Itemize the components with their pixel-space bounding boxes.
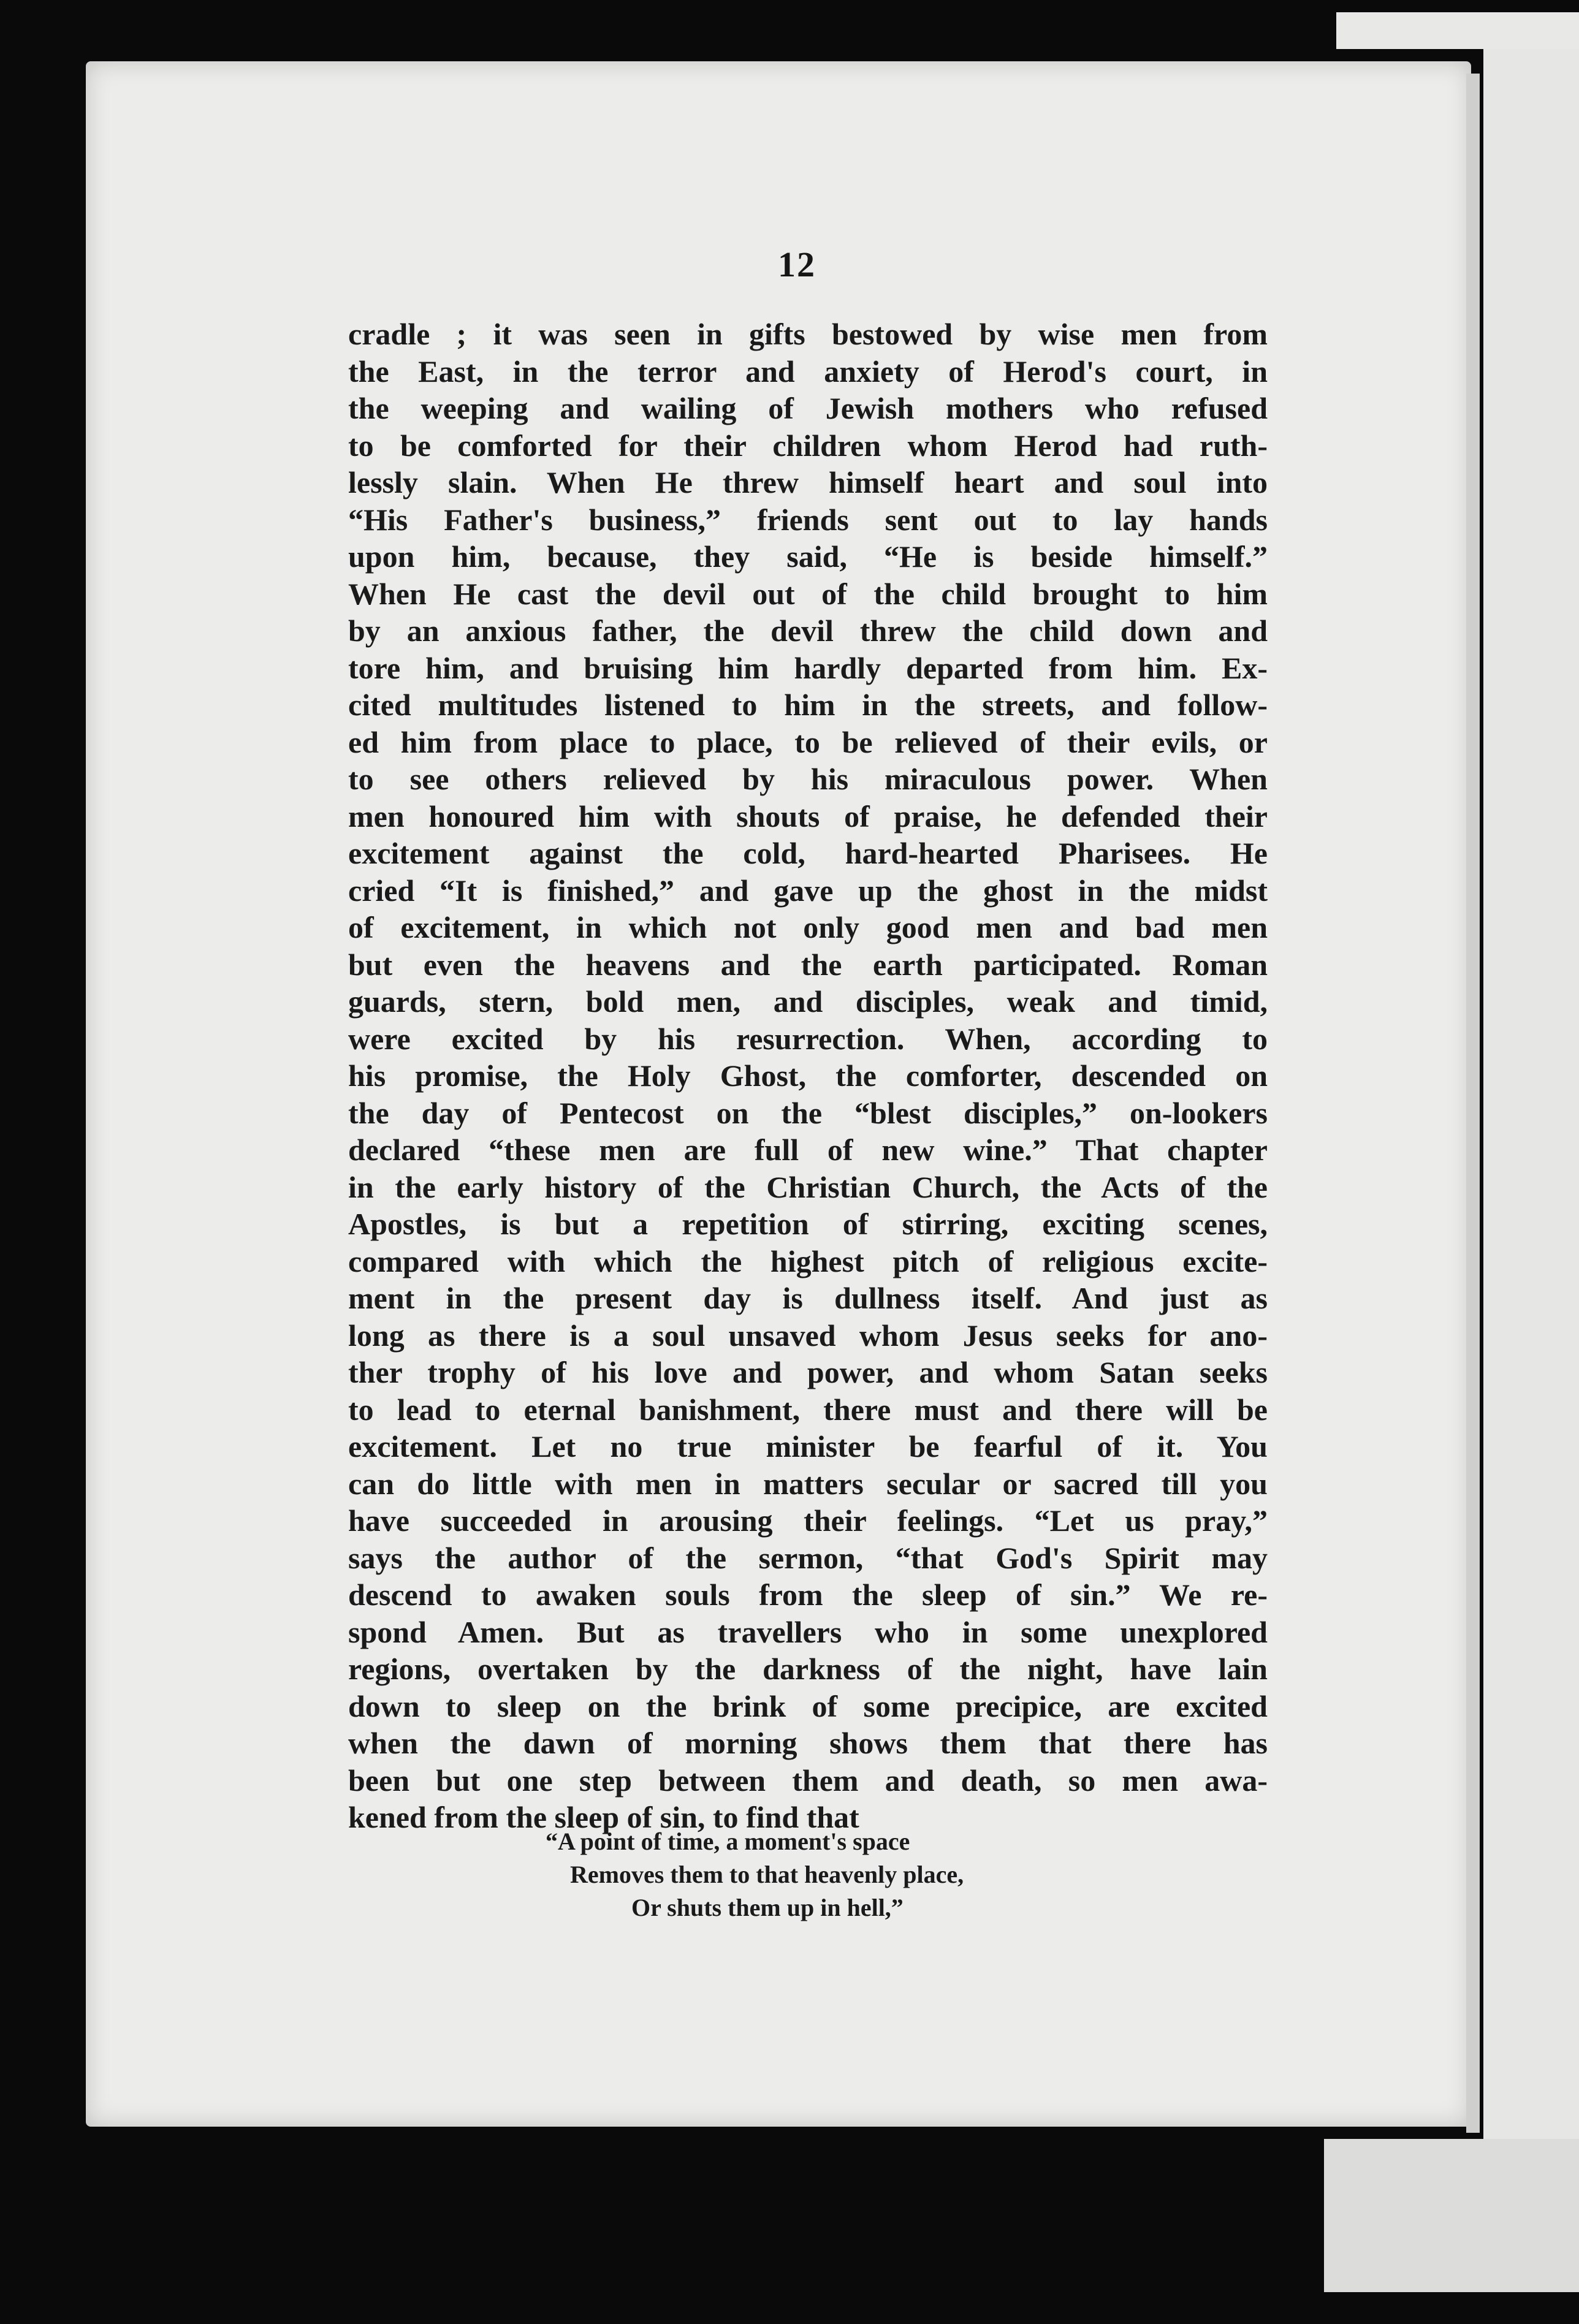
text-line: men honoured him with shouts of praise, he defended their xyxy=(348,799,1268,834)
verse-line: “A point of time, a moment's space xyxy=(546,1828,910,1855)
text-line: been but one step between them and death, so men awa- xyxy=(348,1763,1268,1798)
text-line: can do little with men in matters secular or sacred till you xyxy=(348,1466,1268,1501)
text-line: spond Amen. But as travellers who in some unexplored xyxy=(348,1614,1268,1649)
text-line: cried “It is finished,” and gave up the ghost in the midst xyxy=(348,873,1268,908)
scan-border-bottom xyxy=(1324,2139,1579,2292)
text-line: compared with which the highest pitch of religious excite- xyxy=(348,1244,1268,1278)
text-line: the weeping and wailing of Jewish mothers who refused xyxy=(348,391,1268,425)
quoted-verse xyxy=(546,1825,1097,1924)
text-line: ment in the present day is dullness itself. And just as xyxy=(348,1281,1268,1315)
text-line: were excited by his resurrection. When, according to xyxy=(348,1021,1268,1056)
verse-line: Removes them to that heavenly place, xyxy=(570,1861,964,1888)
text-line: kened from the sleep of sin, to find that xyxy=(348,1800,859,1834)
text-line: ed him from place to place, to be relieved of their evils, or xyxy=(348,724,1268,759)
text-line: the day of Pentecost on the “blest disciples,” on-lookers xyxy=(348,1095,1268,1130)
text-line: descend to awaken souls from the sleep of sin.” We re- xyxy=(348,1578,1268,1612)
text-line: of excitement, in which not only good men and bad men xyxy=(348,910,1268,944)
text-line: lessly slain. When He threw himself heart and soul into xyxy=(348,465,1268,499)
text-line: excitement against the cold, hard-hearted Pharisees. He xyxy=(348,836,1268,870)
text-line: to be comforted for their children whom Herod had ruth- xyxy=(348,428,1268,463)
page-gutter xyxy=(1466,74,1480,2133)
body-text xyxy=(348,316,1268,1836)
text-line: have succeeded in arousing their feelings. “Let us pray,” xyxy=(348,1503,1268,1538)
text-line: to lead to eternal banishment, there must and there will be xyxy=(348,1392,1268,1427)
text-line: When He cast the devil out of the child brought to him xyxy=(348,576,1268,611)
text-line: Apostles, is but a repetition of stirring, exciting scenes, xyxy=(348,1207,1268,1241)
text-line: down to sleep on the brink of some precipice, are excited xyxy=(348,1688,1268,1723)
text-line: regions, overtaken by the darkness of the night, have lain xyxy=(348,1652,1268,1686)
text-line: cited multitudes listened to him in the streets, and follow- xyxy=(348,688,1268,722)
text-line: cradle ; it was seen in gifts bestowed by wise men from xyxy=(348,317,1268,351)
text-line: by an anxious father, the devil threw the child down and xyxy=(348,613,1268,648)
scan-border-top xyxy=(1336,12,1579,49)
text-line: ther trophy of his love and power, and whom Satan seeks xyxy=(348,1355,1268,1389)
text-line: in the early history of the Christian Church, the Acts of the xyxy=(348,1169,1268,1204)
text-line: upon him, because, they said, “He is beside himself.” xyxy=(348,539,1268,574)
text-line: excitement. Let no true minister be fearful of it. You xyxy=(348,1429,1268,1464)
text-line: says the author of the sermon, “that God's Spirit may xyxy=(348,1540,1268,1575)
verse-line: Or shuts them up in hell,” xyxy=(631,1894,904,1921)
text-line: long as there is a soul unsaved whom Jesus seeks for ano- xyxy=(348,1318,1268,1353)
text-line: his promise, the Holy Ghost, the comforter, descended on xyxy=(348,1058,1268,1093)
page-number: 12 xyxy=(778,245,816,284)
text-line: when the dawn of morning shows them that there has xyxy=(348,1726,1268,1760)
text-line: the East, in the terror and anxiety of Herod's court, in xyxy=(348,354,1268,389)
text-line: but even the heavens and the earth participated. Roman xyxy=(348,947,1268,982)
next-page-edge xyxy=(1483,12,1579,2139)
text-line: “His Father's business,” friends sent out to lay hands xyxy=(348,502,1268,537)
text-line: declared “these men are full of new wine.” That chapter xyxy=(348,1133,1268,1167)
text-line: to see others relieved by his miraculous power. When xyxy=(348,762,1268,796)
text-line: guards, stern, bold men, and disciples, weak and timid, xyxy=(348,984,1268,1019)
text-line: tore him, and bruising him hardly departed from him. Ex- xyxy=(348,650,1268,685)
